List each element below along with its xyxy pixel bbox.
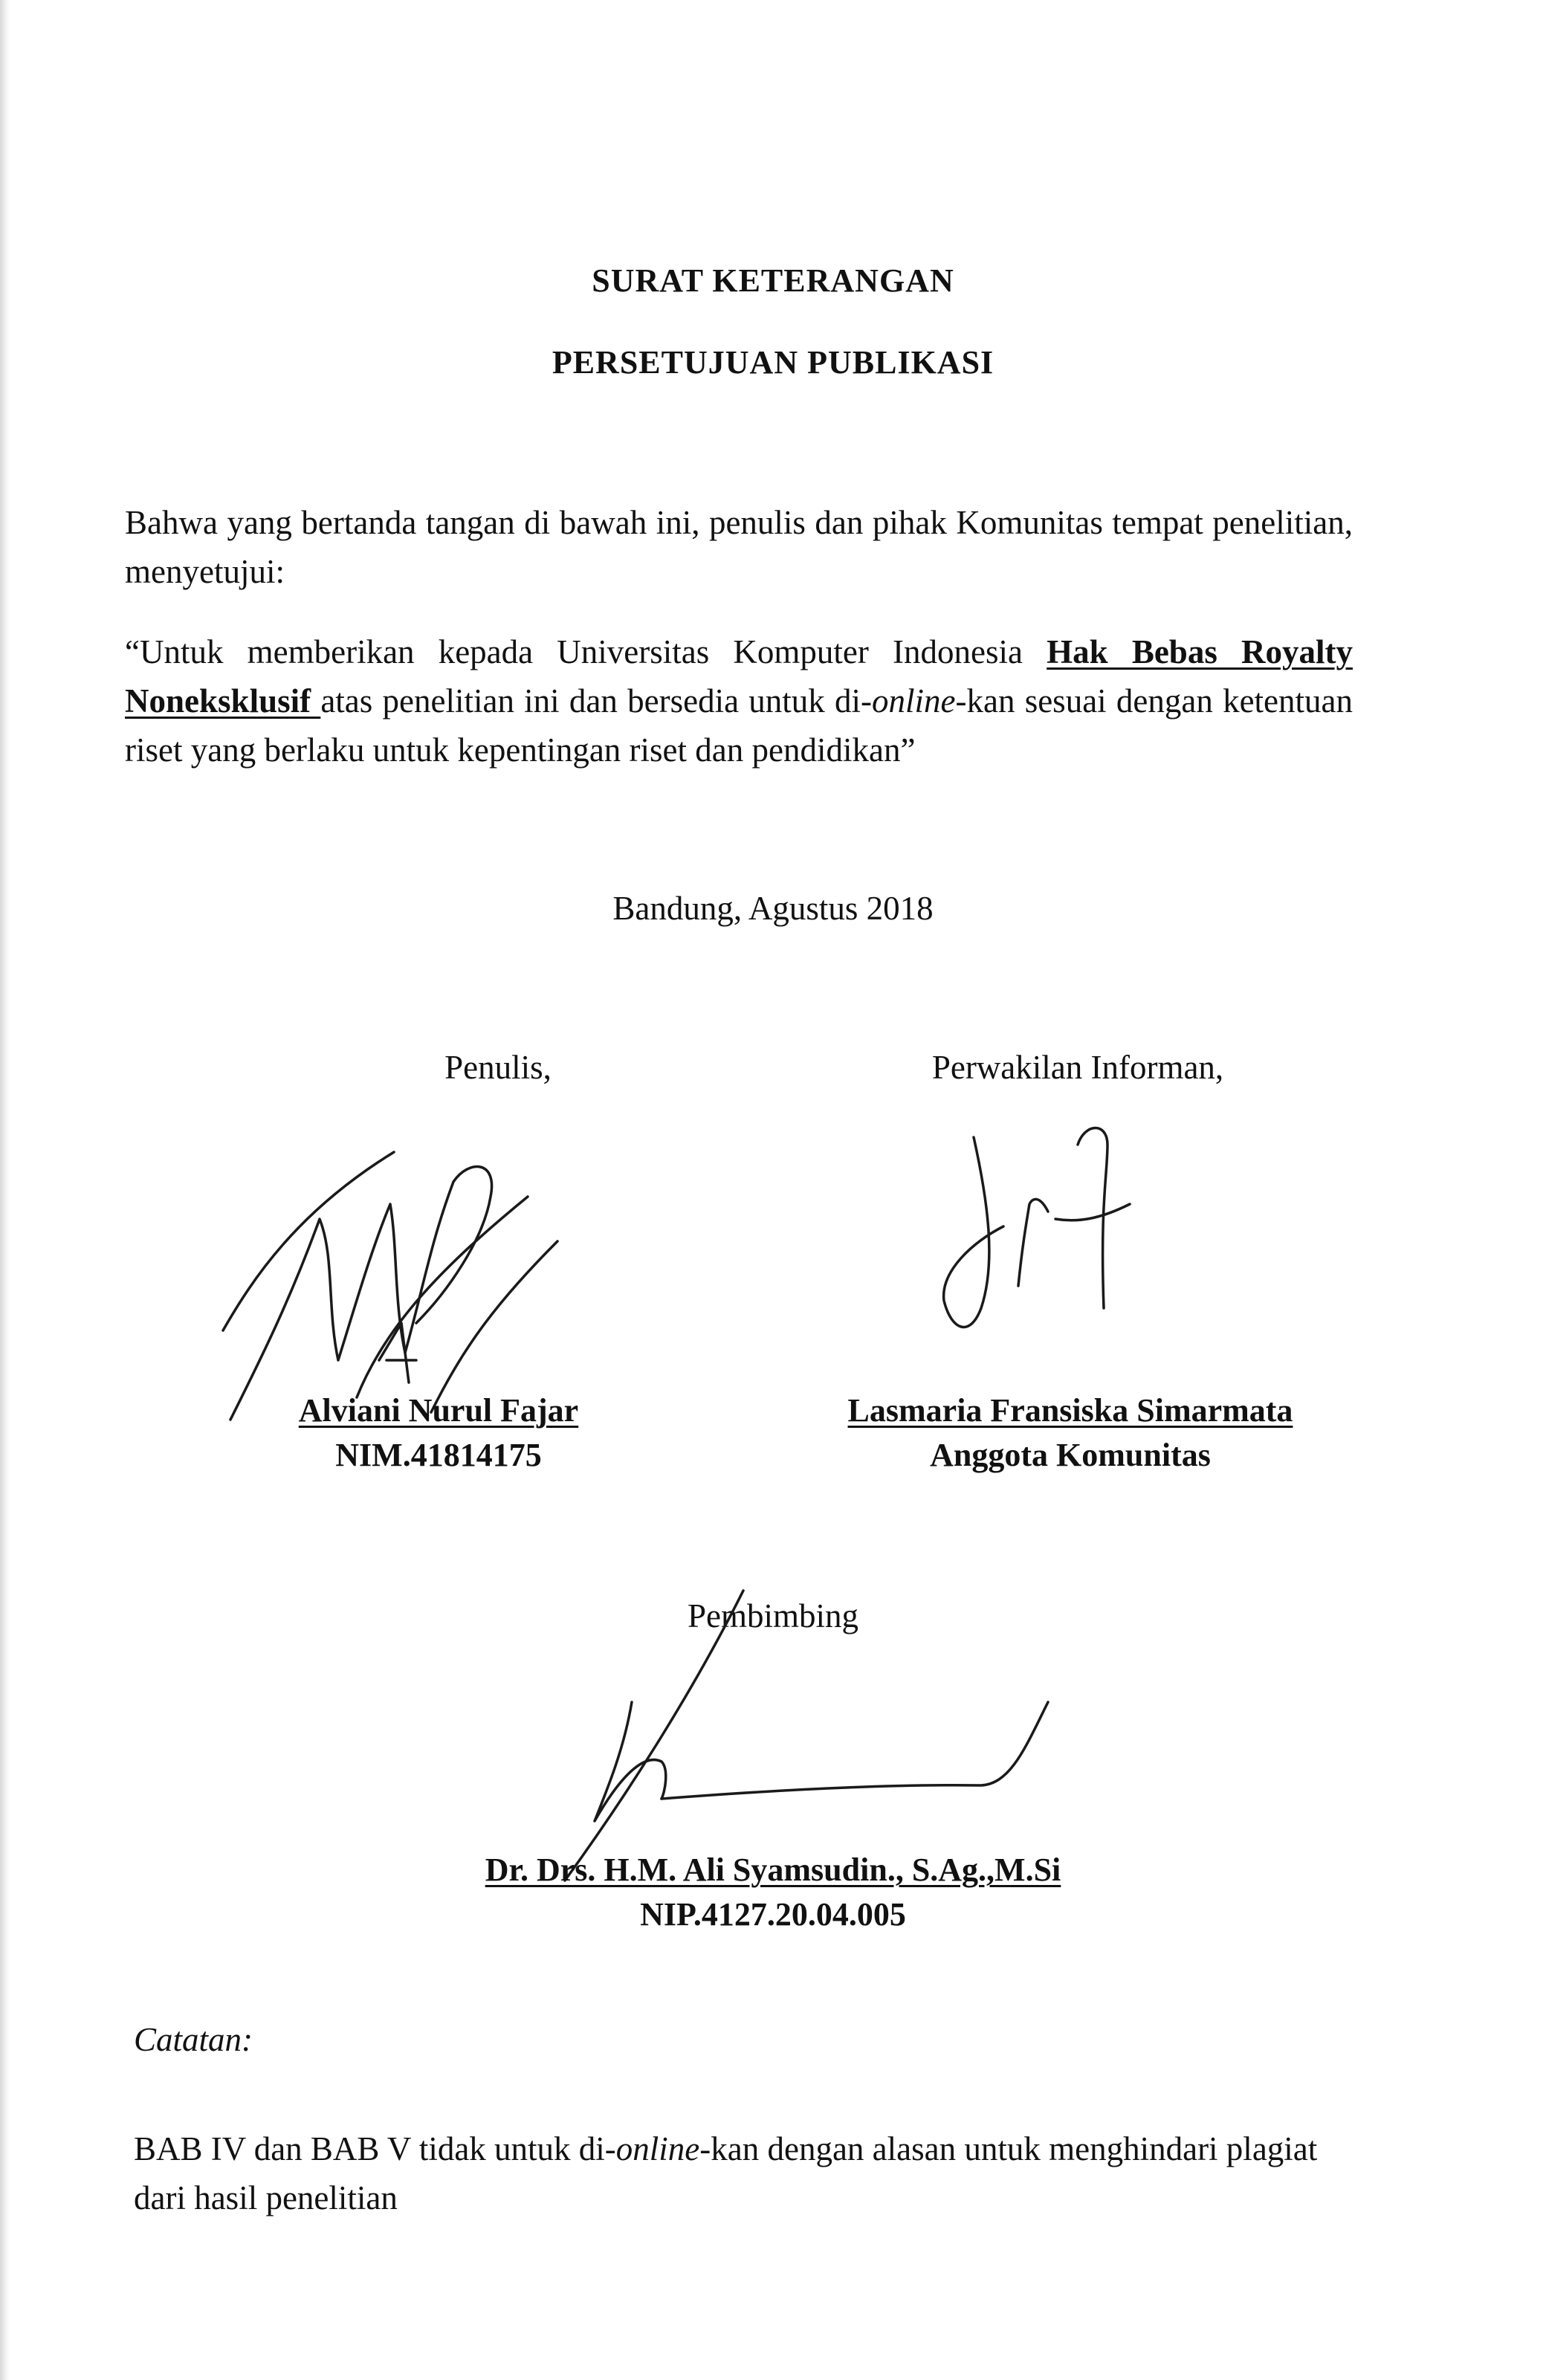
writer-nim: NIM.41814175 <box>335 1437 542 1473</box>
advisor-name: Dr. Drs. H.M. Ali Syamsudin., S.Ag.,M.Si <box>485 1852 1061 1888</box>
informant-name: Lasmaria Fransiska Simarmata <box>847 1392 1293 1429</box>
agreement-text-start: “Untuk memberikan kepada Universitas Komputer Indonesia <box>125 633 1047 670</box>
intro-paragraph: Bahwa yang bertanda tangan di bawah ini, penulis dan pihak Komunitas tempat penelitian, menyetujui: <box>125 504 1353 590</box>
note-text-start: BAB IV dan BAB V tidak untuk di- <box>134 2130 616 2167</box>
advisor-signature <box>520 1576 1085 1888</box>
document-title: SURAT KETERANGAN <box>592 262 954 299</box>
writer-name: Alviani Nurul Fajar <box>298 1392 579 1429</box>
document-subtitle: PERSETUJUAN PUBLIKASI <box>552 344 994 381</box>
informant-position: Anggota Komunitas <box>930 1437 1211 1473</box>
agreement-paragraph <box>125 627 1353 775</box>
agreement-text-middle: atas penelitian ini dan bersedia untuk di- <box>320 682 873 720</box>
agreement-online-word: online <box>872 682 956 720</box>
advisor-nip: NIP.4127.20.04.005 <box>640 1896 906 1933</box>
agreement-text-end: -kan sesuai dengan ketentuan riset yang berlaku untuk kepentingan riset dan pendidikan” <box>125 682 1353 769</box>
agreement-emphasis: Hak Bebas Royalty Noneksklusif <box>125 633 1353 720</box>
note-online-word: online <box>615 2130 700 2167</box>
writer-role: Penulis, <box>444 1049 552 1086</box>
advisor-role: Pembimbing <box>687 1597 858 1634</box>
place-date: Bandung, Agustus 2018 <box>612 890 934 927</box>
note-label: Catatan: <box>134 2021 253 2058</box>
note-paragraph <box>134 2124 1353 2222</box>
note-text-end: -kan dengan alasan untuk menghindari plagiat dari hasil penelitian <box>134 2130 1318 2216</box>
informant-signature <box>929 1115 1167 1353</box>
informant-role: Perwakilan Informan, <box>931 1049 1224 1086</box>
